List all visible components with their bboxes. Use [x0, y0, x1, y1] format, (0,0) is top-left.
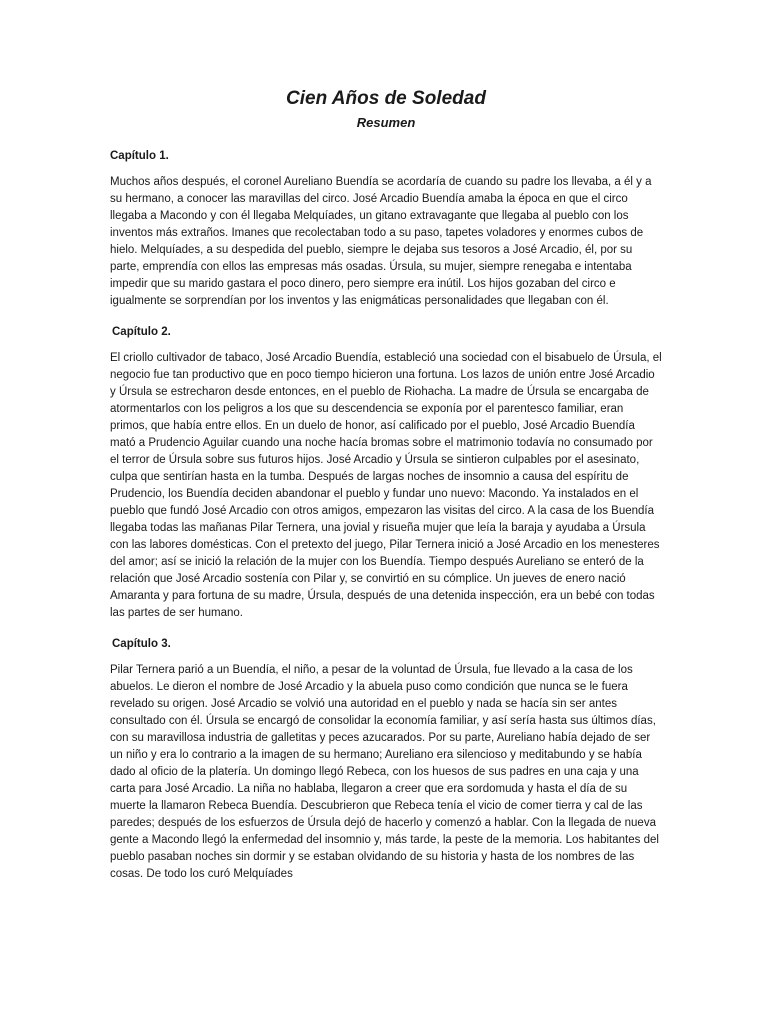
chapter-text: Pilar Ternera parió a un Buendía, el niño, a pesar de la voluntad de Úrsula, fue llevado a la casa de los abuelos. Le dieron el nombre de José Arcadio y la abuela puso como condición que nunca se le fuera revelado su origen. José Arcadio se volvió una autoridad en el pueblo y nada se hacía sin ser antes consultado con él. Úrsula se encargó de consolidar la economía familiar, y así sería hasta sus últimos días, con su maravillosa industria de galletitas y peces azucarados. Por su parte, Aureliano había dejado de ser un niño y era lo contrario a la imagen de su hermano; Aureliano era silencioso y meditabundo y se había dado al oficio de la platería. Un domingo llegó Rebeca, con los huesos de sus padres en una caja y una carta para José Arcadio. La niña no hablaba, llegaron a creer que era sordomuda y hasta el día de su muerte la llamaron Rebeca Buendía. Descubrieron que Rebeca tenía el vicio de comer tierra y cal de las paredes; después de los esfuerzos de Úrsula dejó de hacerlo y comenzó a hablar. Con la llegada de nueva gente a Macondo llegó la enfermedad del insomnio y, más tarde, la peste de la memoria. Los habitantes del pueblo pasaban noches sin dormir y se estaban olvidando de su historia y hasta de los nombres de las cosas. De todo los curó Melquíades [110, 664, 659, 880]
chapter-heading: Capítulo 1. [110, 150, 169, 162]
chapter-text: Muchos años después, el coronel Aureliano Buendía se acordaría de cuando su padre los llevaba, a él y a su hermano, a conocer las maravillas del circo. José Arcadio Buendía amaba la época en que el circo llegaba a Macondo y con él llegaba Melquíades, un gitano extravagante que llegaba al pueblo con los inventos más extraños. Imanes que recolectaban todo a su paso, tapetes voladores y enormes cubos de hielo. Melquíades, a su despedida del pueblo, siempre le dejaba sus tesoros a José Arcadio, él, por su parte, emprendía con ellos las empresas más osadas. Úrsula, su mujer, siempre renegaba e intentaba impedir que su marido gastara el poco dinero, pero siempre era inútil. Los hijos gozaban del circo e igualmente se sorprendían por los inventos y las enigmáticas personalidades que llegaban con él. [110, 176, 652, 307]
chapter-text: El criollo cultivador de tabaco, José Arcadio Buendía, estableció una sociedad con el bisabuelo de Úrsula, el negocio fue tan productivo que en poco tiempo hicieron una fortuna. Los lazos de unión entre José Arcadio y Úrsula se estrecharon desde entonces, en el pueblo de Riohacha. La madre de Úrsula se encargaba de atormentarlos con los peligros a los que su descendencia se exponía por el parentesco familiar, eran primos, que había entre ellos. En un duelo de honor, así calificado por el pueblo, José Arcadio Buendía mató a Prudencio Aguilar cuando una noche hacía bromas sobre el matrimonio todavía no consumado por el terror de Úrsula sobre sus futuros hijos. José Arcadio y Úrsula se sintieron culpables por el asesinato, culpa que sentirían hasta en la tumba. Después de largas noches de insomnio a causa del espíritu de Prudencio, los Buendía deciden abandonar el pueblo y fundar uno nuevo: Macondo. Ya instalados en el pueblo que fundó José Arcadio con otros amigos, empezaron las visitas del circo. A la casa de los Buendía llegaba todas las mañanas Pilar Ternera, una jovial y risueña mujer que leía la baraja y ayudaba a Úrsula con las labores domésticas. Con el pretexto del juego, Pilar Ternera inició a José Arcadio en los menesteres del amor; así se inició la relación de la mujer con los Buendía. Tiempo después Aureliano se enteró de la relación que José Arcadio sostenía con Pilar y, se convirtió en su cómplice. Un jueves de enero nació Amaranta y para fortuna de su madre, Úrsula, después de una detenida inspección, era un bebé con todas las partes de ser humano. [110, 352, 662, 619]
chapter-heading: Capítulo 2. [112, 326, 171, 338]
document-subtitle: Resumen [356, 115, 416, 130]
chapter-3 [110, 636, 662, 883]
chapter-heading: Capítulo 3. [112, 638, 171, 650]
document-title: Cien Años de Soledad [286, 88, 486, 109]
chapter-1 [110, 148, 662, 310]
chapter-2 [110, 324, 662, 622]
